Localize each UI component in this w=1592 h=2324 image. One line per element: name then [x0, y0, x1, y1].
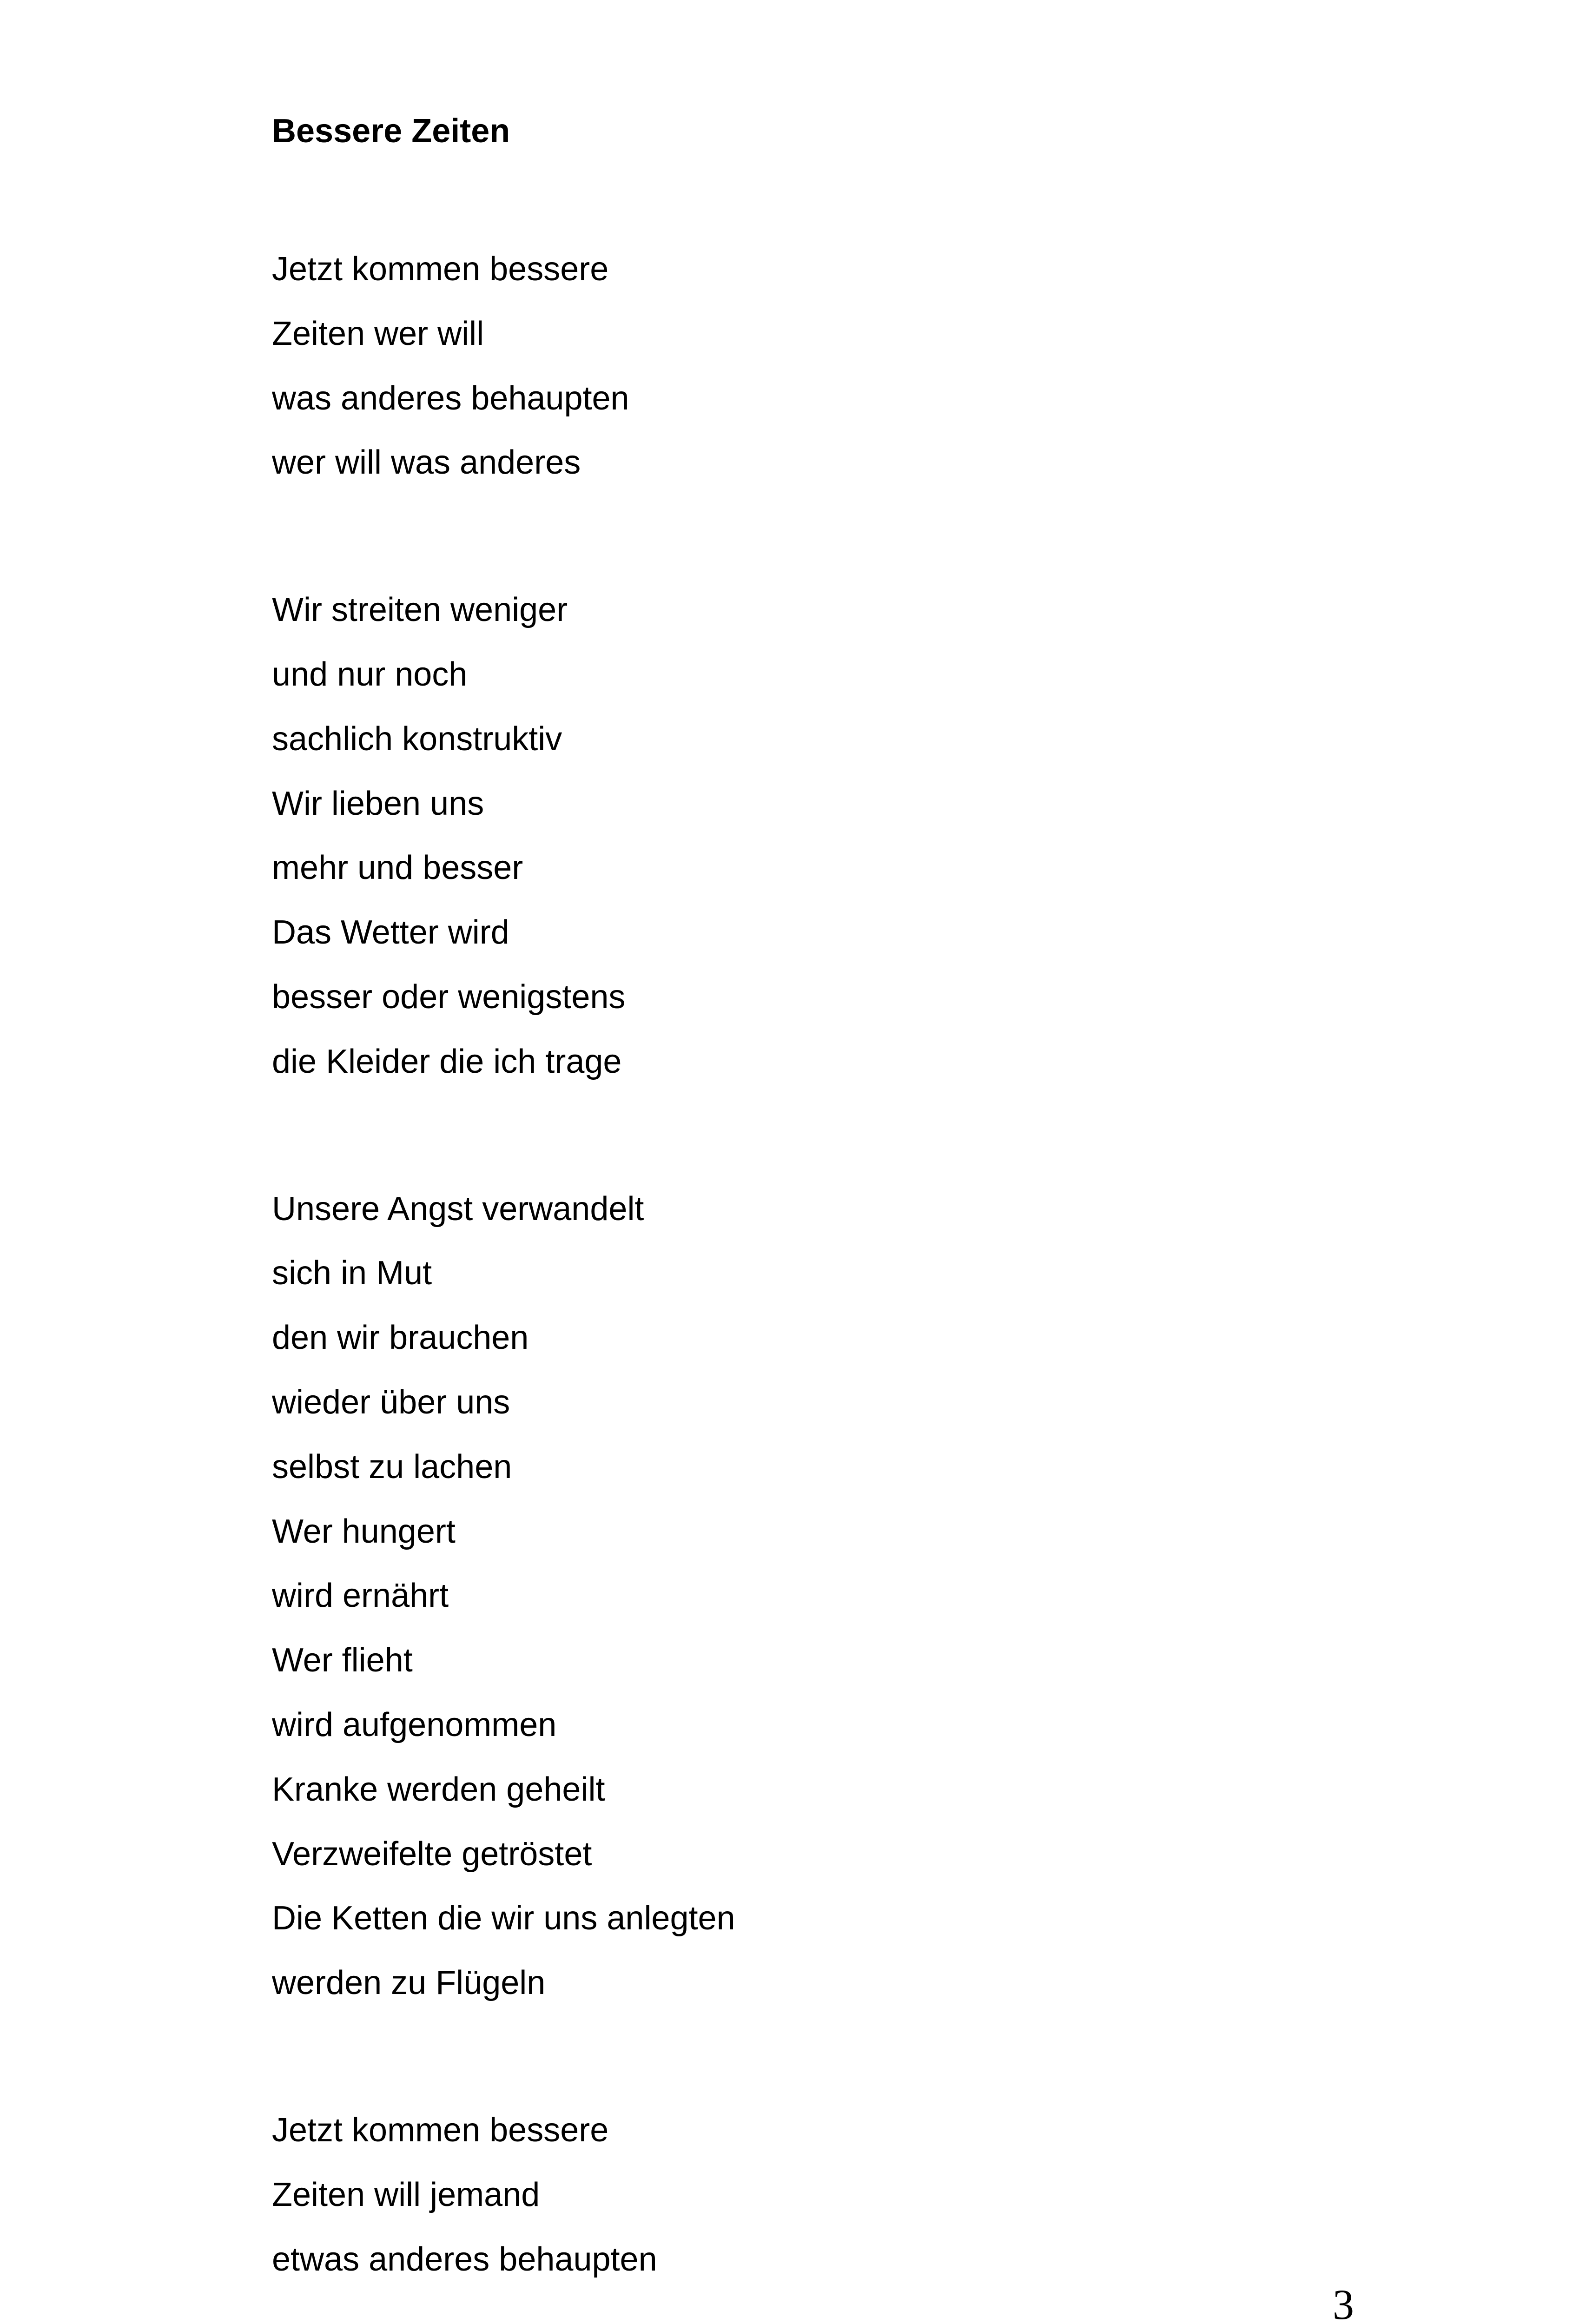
poem-line: Kranke werden geheilt — [272, 1770, 605, 1808]
poem-line: sich in Mut — [272, 1254, 432, 1292]
poem-line: Wir streiten weniger — [272, 591, 568, 629]
page-number: 3 — [1333, 2281, 1354, 2324]
poem-line: Das Wetter wird — [272, 914, 509, 951]
poem-line: Wir lieben uns — [272, 785, 484, 822]
poem-line: Unsere Angst verwandelt — [272, 1190, 644, 1228]
poem-line: Verzweifelte getröstet — [272, 1835, 592, 1873]
poem-line: werden zu Flügeln — [272, 1964, 546, 2002]
poem-line: was anderes behaupten — [272, 379, 629, 417]
poem-line: besser oder wenigstens — [272, 978, 626, 1016]
poem-line: wird ernährt — [272, 1577, 449, 1615]
poem-line: Zeiten wer will — [272, 315, 484, 352]
stanza-1 — [272, 237, 1387, 495]
poem-title: Bessere Zeiten — [272, 112, 510, 150]
poem-line: sachlich konstruktiv — [272, 720, 562, 758]
poem-line: die Kleider die ich trage — [272, 1043, 622, 1080]
poem-line: wer will was anderes — [272, 444, 581, 482]
poem-line: wieder über uns — [272, 1383, 510, 1421]
poem-line: wird aufgenommen — [272, 1706, 557, 1743]
stanza-3 — [272, 1177, 1387, 2015]
poem-line: Wer hungert — [272, 1512, 456, 1550]
poem-line: mehr und besser — [272, 849, 523, 887]
poem-line: Jetzt kommen bessere — [272, 251, 609, 288]
poem-line: Wer flieht — [272, 1642, 413, 1679]
stanza-4 — [272, 2098, 1387, 2291]
poem-line: Jetzt kommen bessere — [272, 2111, 609, 2149]
poem-line: den wir brauchen — [272, 1319, 529, 1357]
poem-line: und nur noch — [272, 655, 468, 693]
stanza-2 — [272, 578, 1387, 1094]
poem-line: etwas anderes behaupten — [272, 2240, 657, 2278]
poem-line: Die Ketten die wir uns anlegten — [272, 1900, 735, 1937]
poem-line: selbst zu lachen — [272, 1448, 512, 1486]
poem-line: Zeiten will jemand — [272, 2176, 540, 2213]
poem — [272, 108, 1387, 2291]
